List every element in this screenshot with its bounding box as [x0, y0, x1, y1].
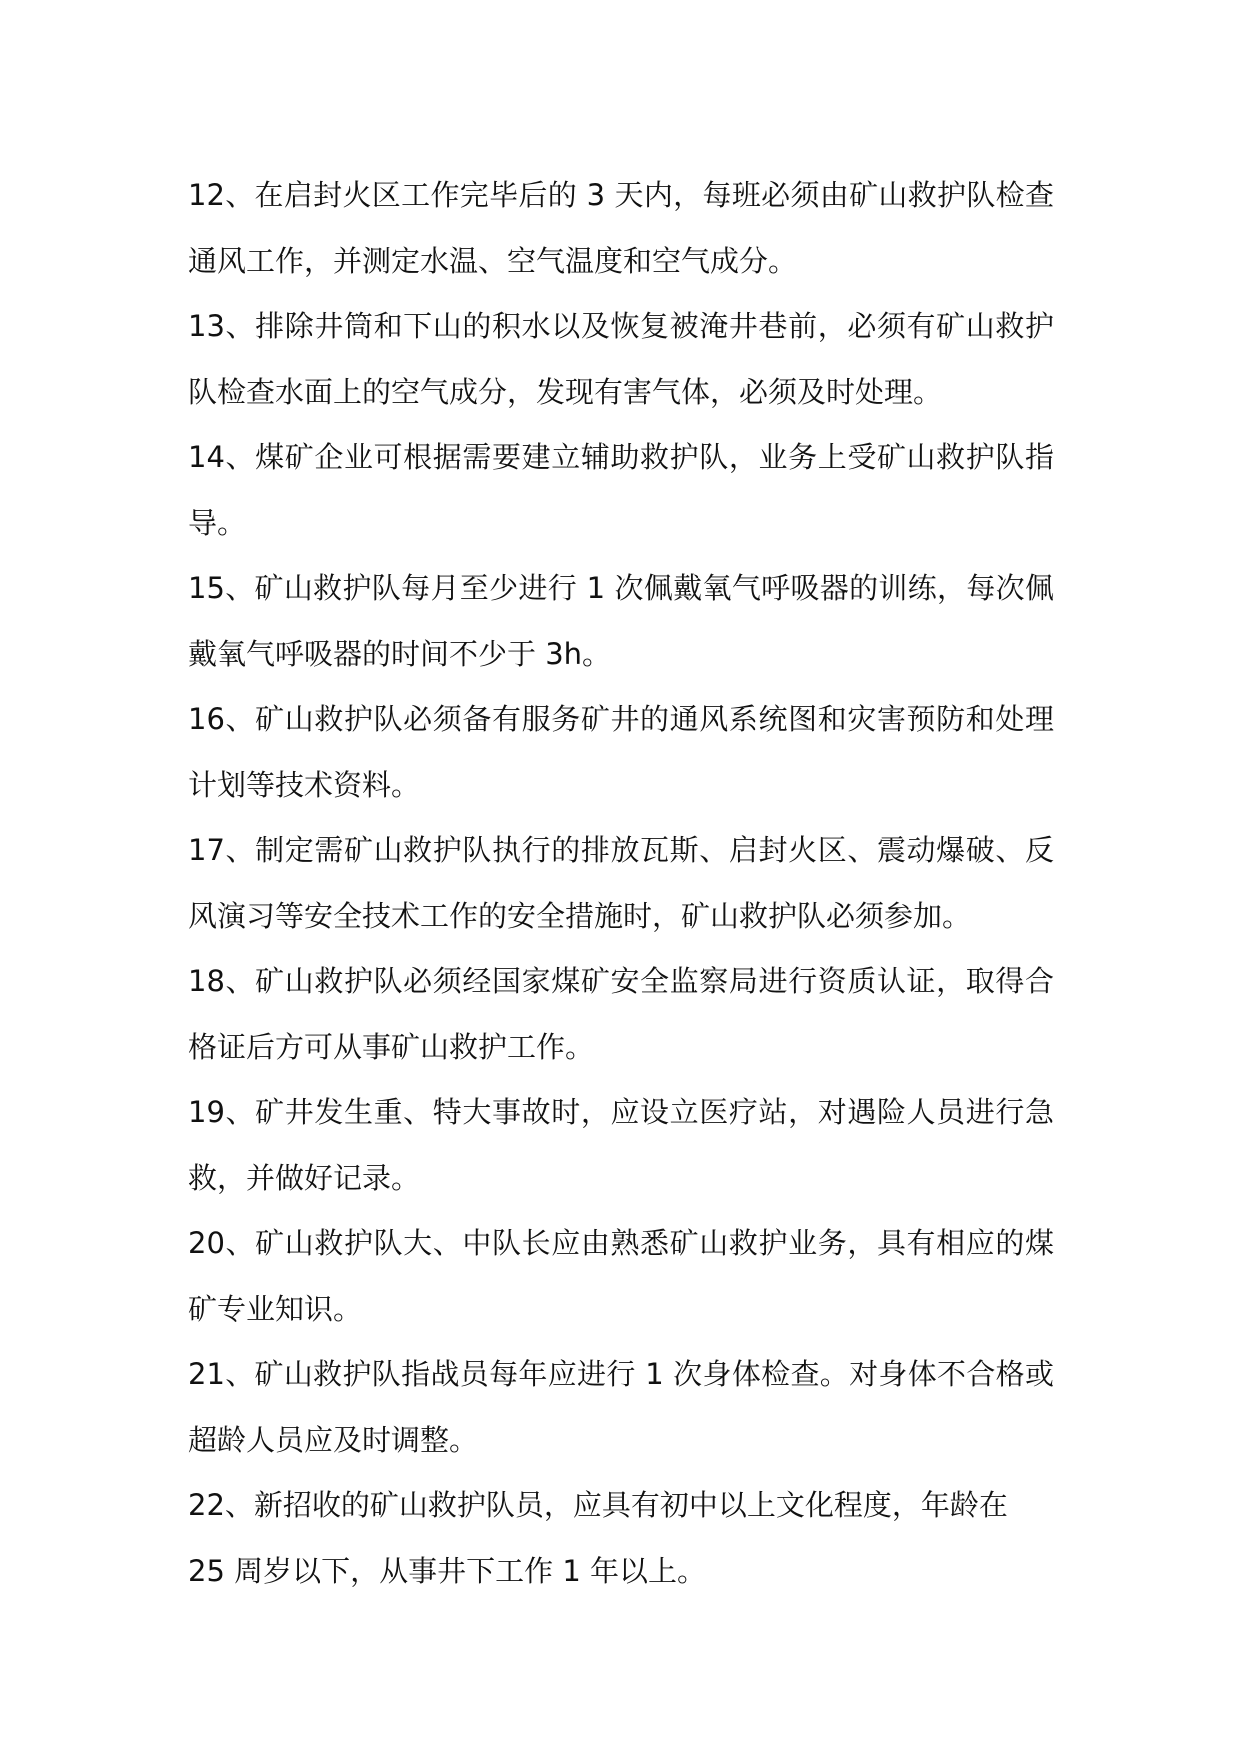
paragraph-22-continued: 25 周岁以下，从事井下工作 1 年以上。	[188, 1553, 707, 1588]
paragraph-15: 15、矿山救护队每月至少进行 1 次佩戴氧气呼吸器的训练，每次佩戴氧气呼吸器的时间不少于 3h。	[188, 571, 1054, 671]
paragraph-18: 18、矿山救护队必须经国家煤矿安全监察局进行资质认证，取得合格证后方可从事矿山救护工作。	[188, 964, 1054, 1064]
paragraph-19: 19、矿井发生重、特大事故时，应设立医疗站，对遇险人员进行急救，并做好记录。	[188, 1095, 1054, 1195]
paragraph-20: 20、矿山救护队大、中队长应由熟悉矿山救护业务，具有相应的煤矿专业知识。	[188, 1226, 1054, 1326]
paragraph-12: 12、在启封火区工作完毕后的 3 天内，每班必须由矿山救护队检查通风工作，并测定水温、空气温度和空气成分。	[188, 178, 1054, 278]
paragraph-14: 14、煤矿企业可根据需要建立辅助救护队，业务上受矿山救护队指导。	[188, 440, 1054, 540]
paragraph-13: 13、排除井筒和下山的积水以及恢复被淹井巷前，必须有矿山救护队检查水面上的空气成分，发现有害气体，必须及时处理。	[188, 309, 1054, 409]
paragraph-21: 21、矿山救护队指战员每年应进行 1 次身体检查。对身体不合格或超龄人员应及时调整。	[188, 1357, 1054, 1457]
paragraph-16: 16、矿山救护队必须备有服务矿井的通风系统图和灾害预防和处理计划等技术资料。	[188, 702, 1054, 802]
paragraph-17: 17、制定需矿山救护队执行的排放瓦斯、启封火区、震动爆破、反风演习等安全技术工作的安全措施时，矿山救护队必须参加。	[188, 833, 1054, 933]
document-body	[188, 163, 1054, 1604]
paragraph-22: 22、新招收的矿山救护队员，应具有初中以上文化程度，年龄在	[188, 1488, 1008, 1522]
